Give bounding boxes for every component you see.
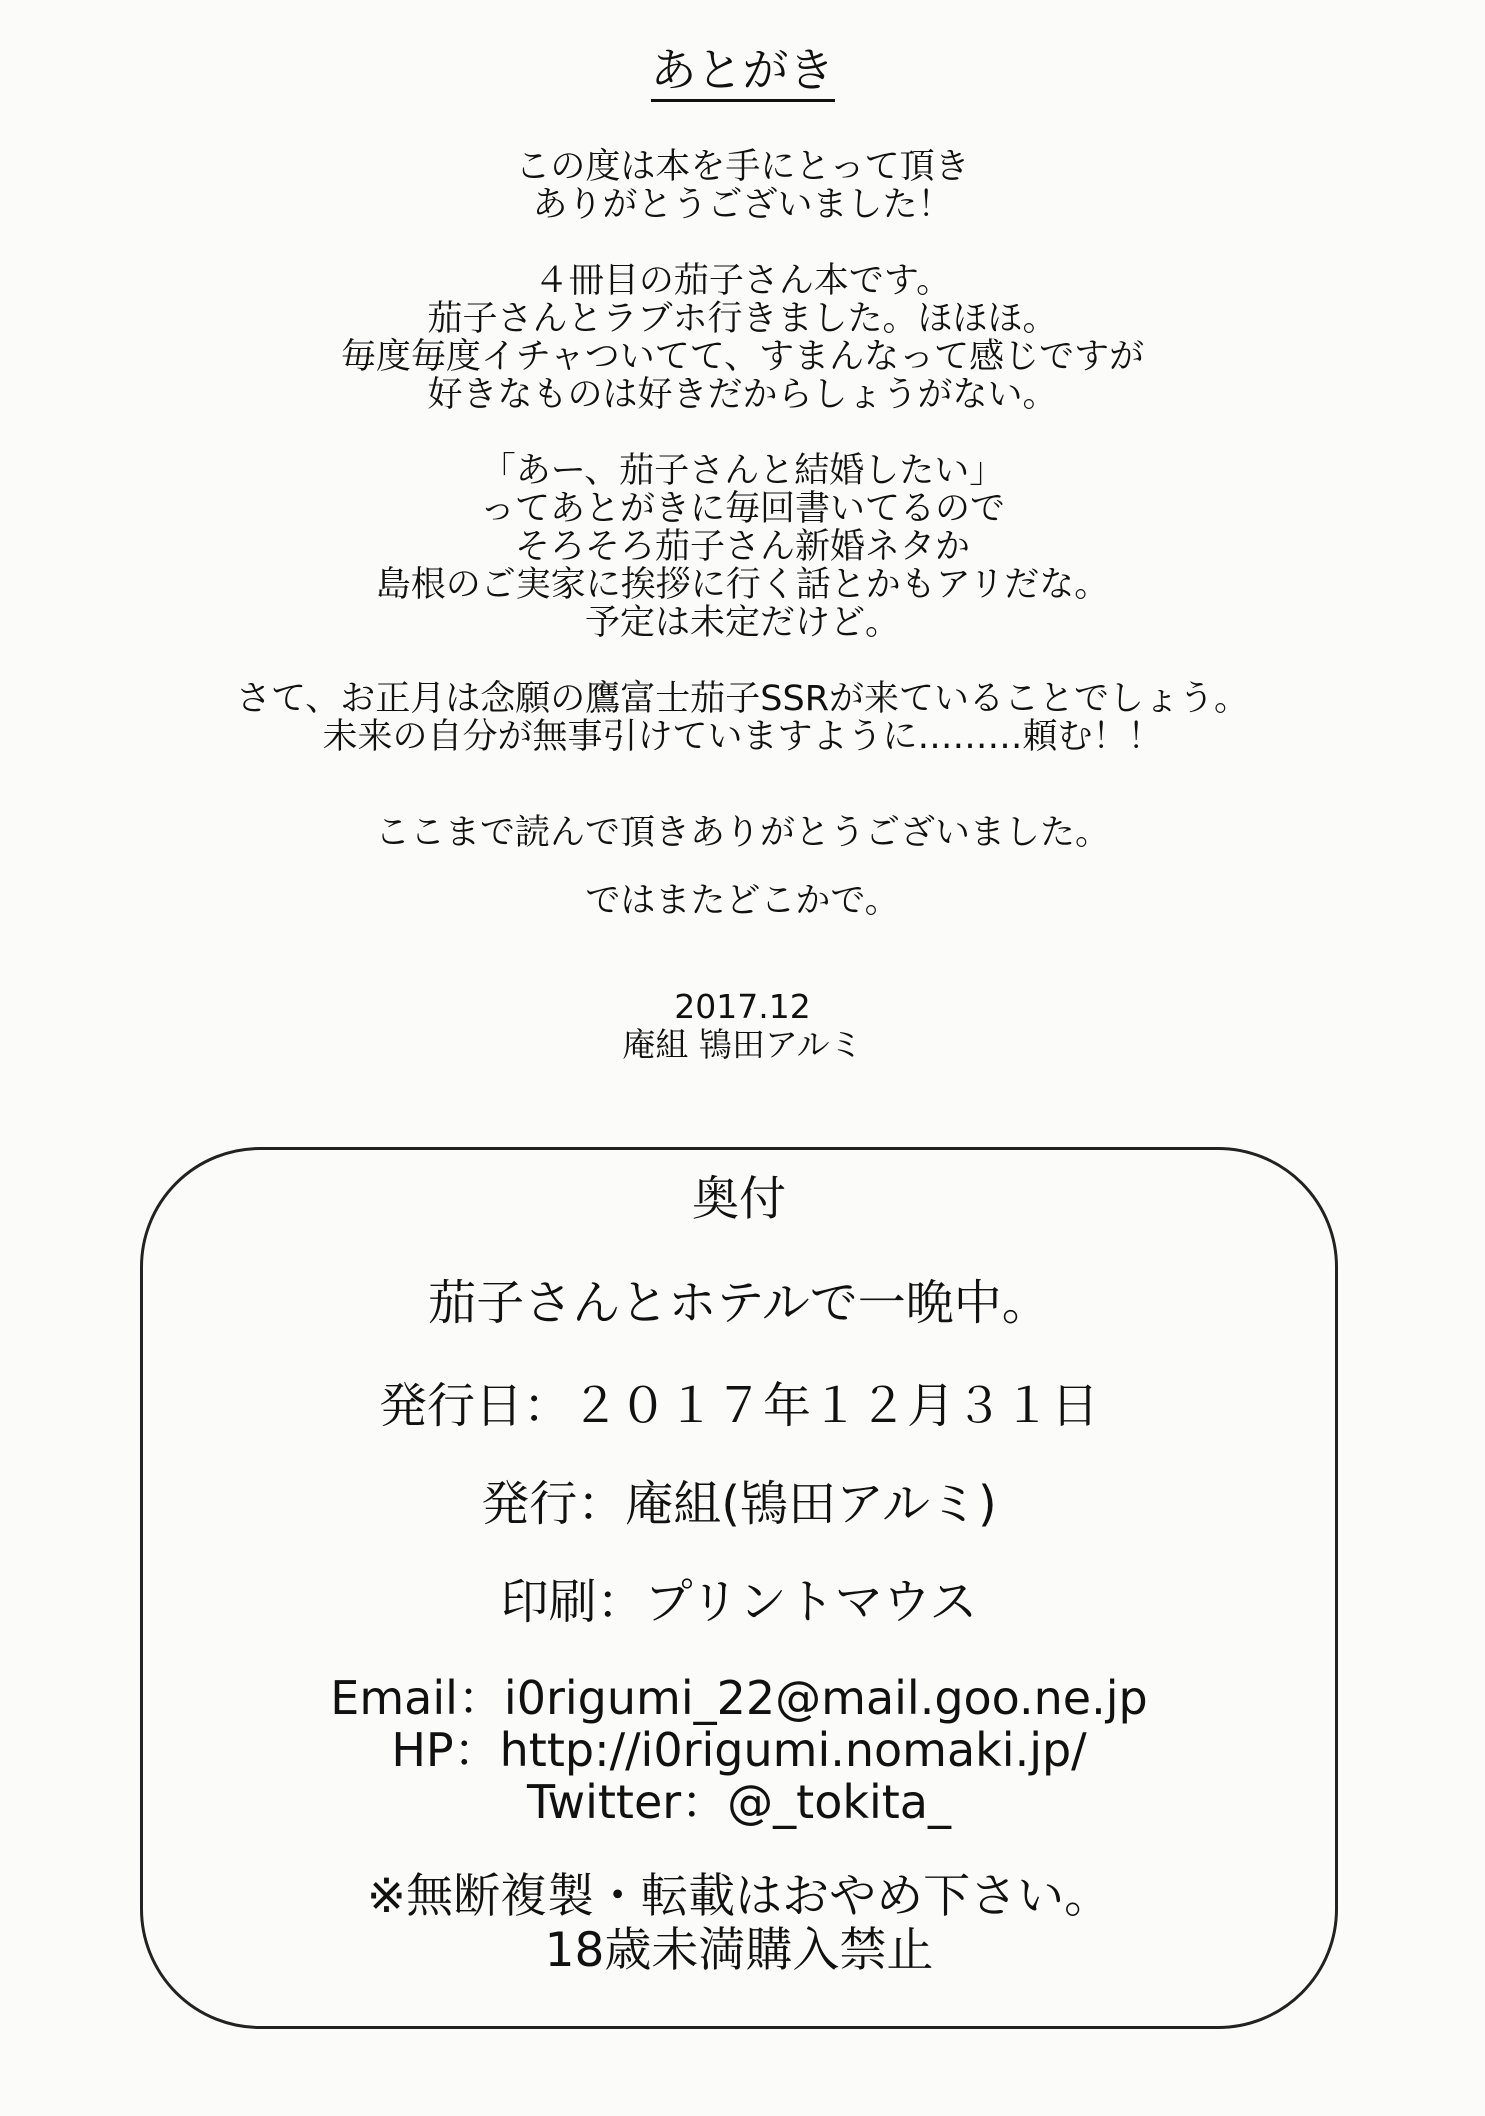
text-line: さて、お正月は念願の鷹富士茄子SSRが来ていることでしょう。 bbox=[235, 679, 1250, 719]
colophon-heading: 奥付 bbox=[692, 1172, 786, 1227]
twitter-text: Twitter：@_tokita_ bbox=[527, 1775, 951, 1829]
text-line: 「あー、茄子さんと結婚したい」 bbox=[480, 451, 1005, 491]
text-line: ってあとがきに毎回書いてるので bbox=[479, 489, 1005, 529]
book-title: 茄子さんとホテルで一晩中。 bbox=[428, 1275, 1050, 1331]
text-line: 好きなものは好きだからしょうがない。 bbox=[427, 375, 1058, 415]
text-line: 島根のご実家に挨拶に行く話とかもアリだな。 bbox=[375, 565, 1110, 605]
paragraph-reading-thanks bbox=[0, 814, 1485, 852]
publish-date: 発行日：２０１７年１２月３１日 bbox=[378, 1378, 1099, 1434]
text-line: ここまで読んで頂きありがとうございました。 bbox=[374, 813, 1110, 853]
text-line: ４冊目の茄子さん本です。 bbox=[533, 261, 952, 301]
text-line: この度は本を手にとって頂き bbox=[515, 147, 970, 187]
age-restriction: 18歳未満購入禁止 bbox=[544, 1923, 934, 1978]
paragraph-new-year bbox=[0, 680, 1485, 756]
text-line: ありがとうございました！ bbox=[532, 185, 953, 225]
paragraph-fourth-book bbox=[0, 262, 1485, 414]
text-line: そろそろ茄子さん新婚ネタか bbox=[514, 527, 970, 567]
text-line: 予定は未定だけど。 bbox=[584, 603, 900, 643]
reproduction-notice: ※無断複製・転載はおやめ下さい。 bbox=[366, 1869, 1112, 1924]
contact-info bbox=[143, 1672, 1335, 1828]
printer: 印刷：プリントマウス bbox=[500, 1574, 978, 1630]
publisher: 発行：庵組(鴇田アルミ) bbox=[481, 1476, 997, 1532]
text-line: ではまたどこかで。 bbox=[585, 881, 900, 921]
signature bbox=[0, 988, 1485, 1064]
signature-author: 庵組 鴇田アルミ bbox=[622, 1025, 863, 1064]
afterword-body bbox=[0, 148, 1485, 958]
homepage-text: HP：http://i0rigumi.nomaki.jp/ bbox=[391, 1723, 1087, 1777]
copyright-notice bbox=[143, 1870, 1335, 1978]
text-line: 未来の自分が無事引けていますように………頼む！！ bbox=[322, 717, 1163, 757]
signature-date: 2017.12 bbox=[674, 987, 811, 1026]
paragraph-marriage bbox=[0, 452, 1485, 642]
text-line: 茄子さんとラブホ行きました。ほほほ。 bbox=[427, 299, 1058, 339]
afterword-title: あとがき bbox=[0, 40, 1485, 100]
paragraph-farewell bbox=[0, 882, 1485, 920]
colophon-box bbox=[140, 1147, 1338, 2029]
email-text: Email：i0rigumi_22@mail.goo.ne.jp bbox=[330, 1671, 1148, 1725]
text-line: 毎度毎度イチャついてて、すまんなって感じですが bbox=[340, 337, 1145, 377]
paragraph-thanks bbox=[0, 148, 1485, 224]
